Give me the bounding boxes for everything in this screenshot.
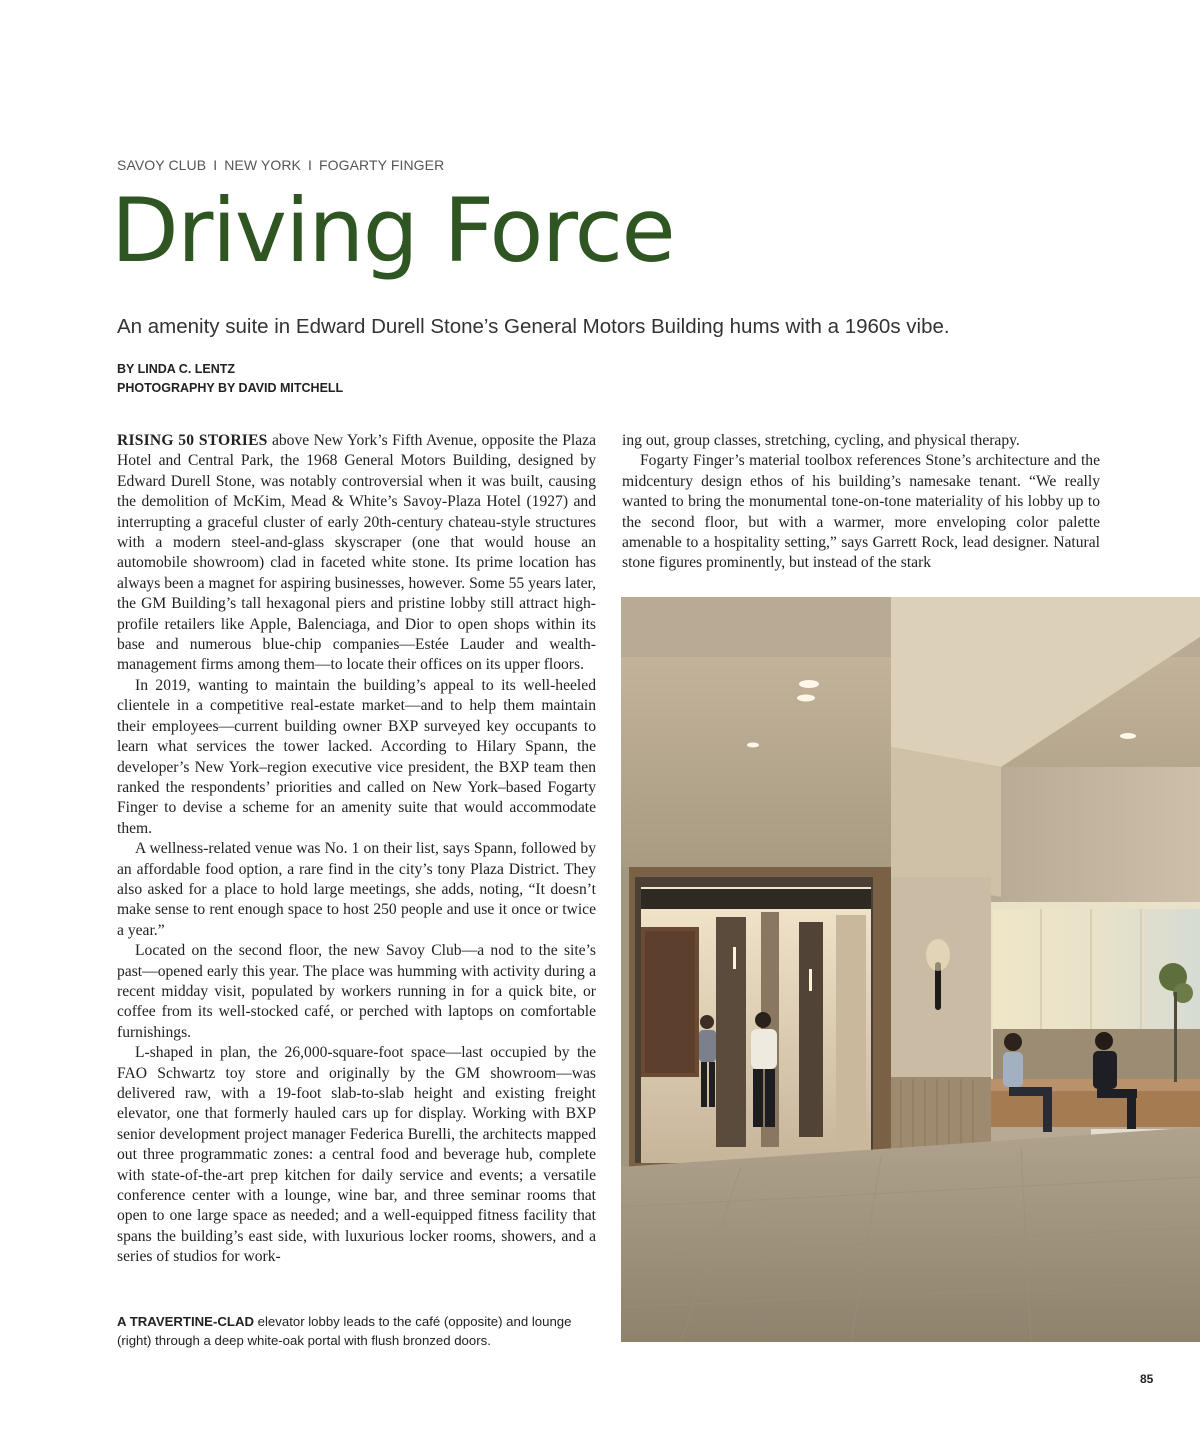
article-dek: An amenity suite in Edward Durell Stone’s General Motors Building hums with a 1960s vibe. <box>117 315 950 338</box>
section-kicker <box>117 157 444 173</box>
body-paragraph: A wellness-related venue was No. 1 on their list, says Spann, followed by an affordable food option, a rare find in the city’s tony Plaza District. They also asked for a place to hold large meetings, she adds, noting, “It doesn’t make sense to rent enough space to host 250 people and use it once or twice a year.” <box>117 840 596 939</box>
article-column-right <box>622 431 1100 574</box>
caption-lead: A TRAVERTINE-CLAD <box>117 1314 254 1329</box>
body-paragraph: In 2019, wanting to maintain the building’s appeal to its well-heeled clientele in a competitive real-estate market—and to help them maintain their employees—current building owner BXP surveyed key occupants to learn what services the tower lacked. According to Hilary Spann, the developer’s New York–region executive vice president, the BXP team then ranked the respondents’ priorities and called on New York–based Fogarty Finger to devise a scheme for an amenity suite that would accommodate them. <box>117 676 596 837</box>
author-credit: BY LINDA C. LENTZ <box>117 362 236 376</box>
kicker-item: SAVOY CLUB <box>117 157 207 173</box>
lobby-photo <box>621 597 1200 1342</box>
kicker-separator: I <box>213 157 218 173</box>
lead-in: RISING 50 STORIES <box>117 432 268 449</box>
kicker-item: NEW YORK <box>224 157 301 173</box>
article-column-left <box>117 431 596 1268</box>
photo-credit: PHOTOGRAPHY BY DAVID MITCHELL <box>117 381 344 395</box>
body-paragraph: ing out, group classes, stretching, cycling, and physical therapy. <box>622 432 1020 449</box>
lobby-illustration <box>621 597 1200 1342</box>
article-headline: Driving Force <box>111 179 675 282</box>
body-paragraph: RISING 50 STORIES above New York’s Fifth Avenue, opposite the Plaza Hotel and Central Park, the 1968 General Motors Building, designed by Edward Durell Stone, was notably controversial when it was built, causing the demolition of McKim, Mead & White’s Savoy-Plaza Hotel (1927) and interrupting a graceful cluster of early 20th-century chateau-style structures with a modern steel-and-glass skyscraper (one that would house an automobile showroom) clad in faceted white stone. Its prime location has always been a magnet for aspiring businesses, however. Some 55 years later, the GM Building’s tall hexagonal piers and pristine lobby still attract high-profile retailers like Apple, Balenciaga, and Dior to open shops within its base and numerous blue-chip companies—Estée Lauder and wealth-management firms among them—to locate their offices on its upper floors. <box>117 432 596 674</box>
body-paragraph: Fogarty Finger’s material toolbox references Stone’s architecture and the midcentury design ethos of his building’s namesake tenant. “We really wanted to bring the monumental tone-on-tone materiality of his lobby up to the second floor, but with a warmer, more enveloping color palette amenable to a hospitality setting,” says Garrett Rock, lead designer. Natural stone figures prominently, but instead of the stark <box>622 452 1100 572</box>
caption-text: elevator lobby leads to the café (opposite) and lounge (right) through a deep white-oak portal with flush bronzed doors. <box>117 1314 572 1348</box>
body-paragraph: L-shaped in plan, the 26,000-square-foot space—last occupied by the FAO Schwartz toy store and originally by the GM showroom—was delivered raw, with a 19-foot slab-to-slab height and existing freight elevator, one that formerly hauled cars up for display. Working with BXP senior development project manager Federica Burelli, the architects mapped out three programmatic zones: a central food and beverage hub, complete with state-of-the-art prep kitchen for daily service and events; a versatile conference center with a lounge, wine bar, and three seminar rooms that open to one large space as needed; and a well-equipped fitness facility that spans the building’s east side, with luxurious locker rooms, showers, and a series of studios for work- <box>117 1044 596 1266</box>
kicker-separator: I <box>307 157 312 173</box>
byline <box>117 360 343 398</box>
kicker-item: FOGARTY FINGER <box>318 157 445 173</box>
page-number: 85 <box>1140 1372 1154 1386</box>
photo-caption <box>117 1312 597 1350</box>
body-paragraph: Located on the second floor, the new Savoy Club—a nod to the site’s past—opened early this year. The place was humming with activity during a recent midday visit, populated by workers running in for a quick bite, or coffee from its well-stocked café, or perched with laptops on comfortable furnishings. <box>117 942 596 1041</box>
